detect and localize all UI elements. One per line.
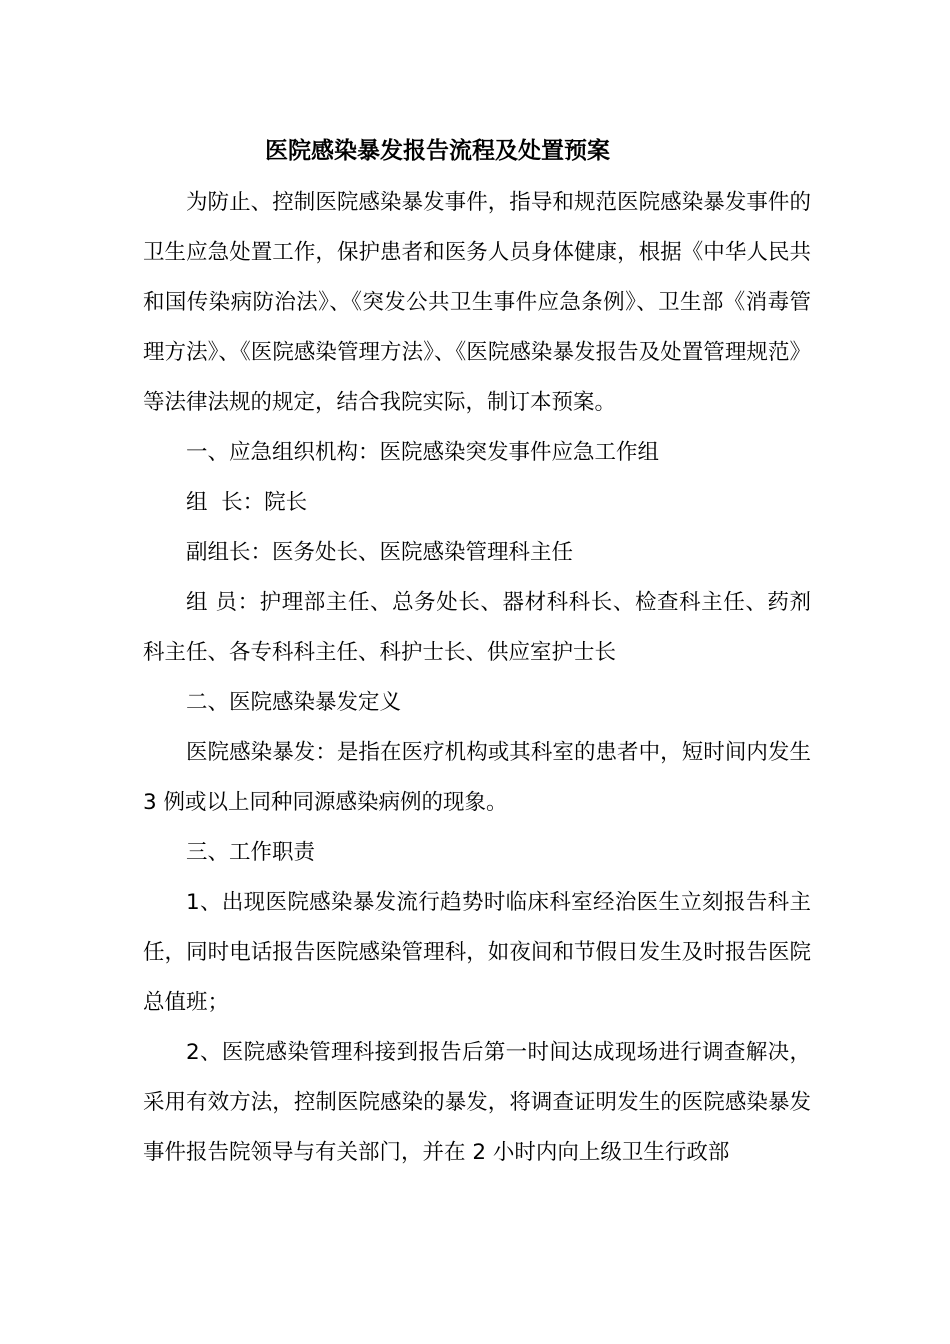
team-leader-line: 组 长：院长 [186,490,308,515]
section-heading-definition: 二、医院感染暴发定义 [186,690,402,715]
deputy-leader-line: 副组长：医务处长、医院感染管理科主任 [186,540,574,565]
section-heading-duties: 三、工作职责 [186,840,316,865]
definition-paragraph: 医院感染暴发：是指在医疗机构或其科室的患者中，短时间内发生 3 例或以上同种同源感染病例的现象。 [143,740,811,815]
duty-item-1: 1、出现医院感染暴发流行趋势时临床科室经治医生立刻报告科主任，同时电话报告医院感染管理科，如夜间和节假日发生及时报告医院总值班； [143,890,811,1015]
duty-item-2: 2、医院感染管理科接到报告后第一时间达成现场进行调查解决，采用有效方法，控制医院感染的暴发，将调查证明发生的医院感染暴发事件报告院领导与有关部门，并在 2 小时内向上级卫生行政部 [143,1040,811,1165]
document-title: 医院感染暴发报告流程及处置预案 [265,138,610,164]
intro-paragraph: 为防止、控制医院感染暴发事件，指导和规范医院感染暴发事件的卫生应急处置工作，保护患者和医务人员身体健康，根据《中华人民共和国传染病防治法》、《突发公共卫生事件应急条例》、卫生部《消毒管理方法》、《医院感染管理方法》、《医院感染暴发报告及处置管理规范》等法律法规的规定，结合我院实际，制订本预案。 [143,190,811,415]
section-heading-organization: 一、应急组织机构：医院感染突发事件应急工作组 [186,440,660,465]
team-members-paragraph: 组 员：护理部主任、总务处长、器材科科长、检查科主任、药剂科主任、各专科科主任、科护士长、供应室护士长 [143,590,811,665]
document-body [143,178,811,1178]
